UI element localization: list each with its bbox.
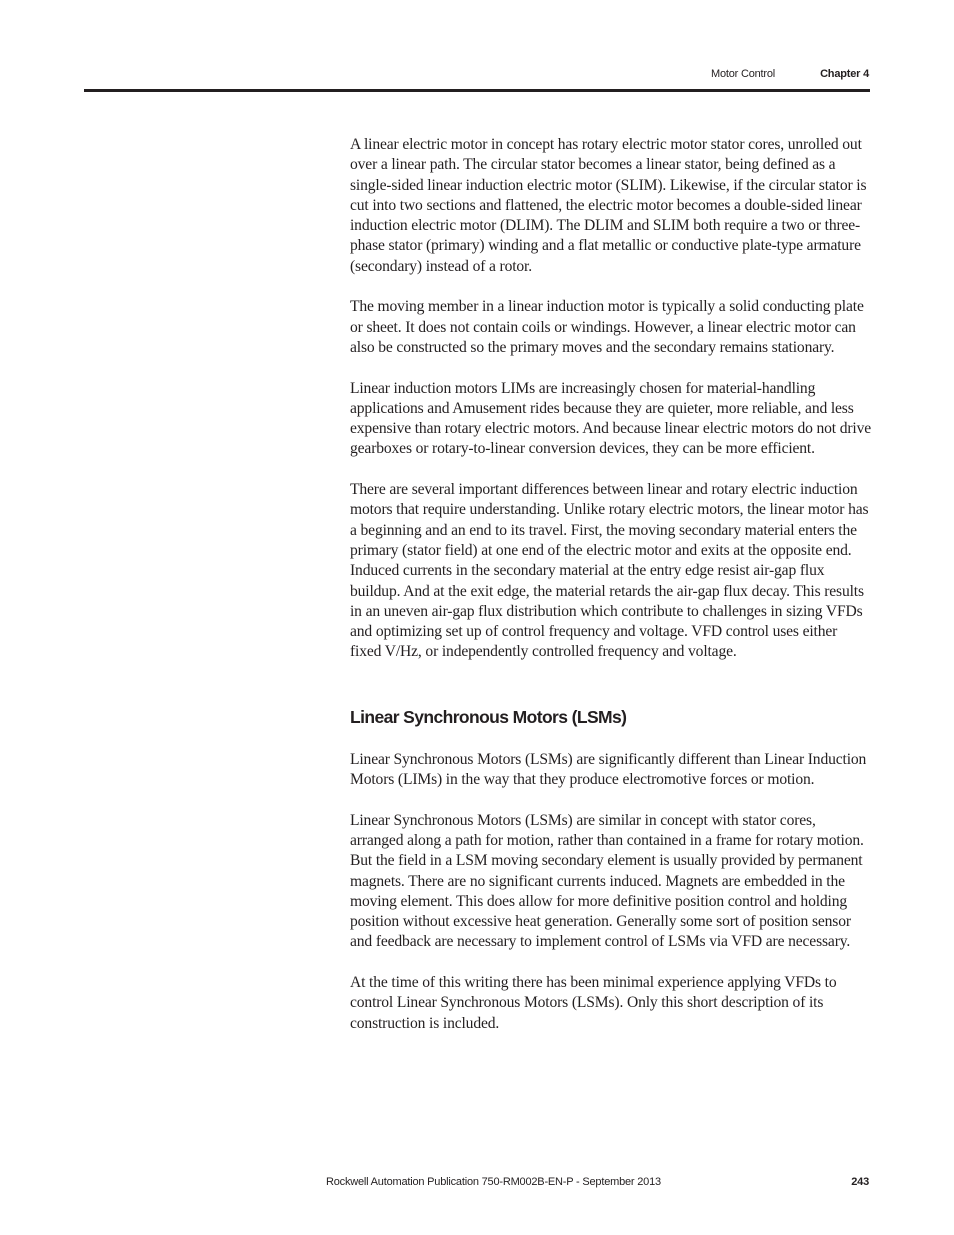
header-chapter-label: Chapter 4 (820, 68, 869, 80)
body-paragraph: The moving member in a linear induction motor is typically a solid conducting plate or sheet. It does not contain coils or windings. However, a linear electric motor can also be constructed so the primary moves and the secondary remains stationary. (350, 298, 864, 356)
body-paragraph: A linear electric motor in concept has rotary electric motor stator cores, unrolled out over a linear path. The circular stator becomes a linear stator, being defined as a single-sided linear induction electric motor (SLIM). Likewise, if the circular stator is cut into two sections and flattened, the electric motor becomes a double-sided linear induction electric motor (DLIM). The DLIM and SLIM both require a two or three-phase stator (primary) winding and a flat metallic or conductive plate-type armature (secondary) instead of a rotor. (350, 136, 867, 275)
body-paragraph: Linear induction motors LIMs are increasingly chosen for material-handling applications and Amusement rides because they are quieter, more reliable, and less expensive than rotary electric motors. And because linear electric motors do not drive gearboxes or rotary-to-linear conversion devices, they can be more efficient. (350, 379, 871, 458)
page-number: 243 (851, 1176, 869, 1188)
body-paragraph: At the time of this writing there has been minimal experience applying VFDs to control Linear Synchronous Motors (LSMs). Only this short description of its construction is included. (350, 973, 837, 1032)
body-paragraph: There are several important differences between linear and rotary electric induction motors that require understanding. Unlike rotary electric motors, the linear motor has a beginning and an end to its travel. First, the moving secondary material enters the primary (stator field) at one end of the electric motor and exits at the opposite end. Induced currents in the secondary material at the entry edge resist air-gap flux buildup. And at the exit edge, the material retards the air-gap flux decay. This results in an uneven air-gap flux distribution which contribute to challenges in sizing VFDs and optimizing set up of control frequency and voltage. VFD control uses either fixed V/Hz, or independently controlled frequency and voltage. (350, 481, 869, 661)
header-section-title: Motor Control (711, 68, 776, 80)
main-content (350, 135, 872, 1054)
body-paragraph: Linear Synchronous Motors (LSMs) are similar in concept with stator cores, arranged along a path for motion, rather than contained in a frame for rotary motion. But the field in a LSM moving secondary element is usually provided by permanent magnets. There are no significant currents induced. Magnets are embedded in the moving element. This does allow for more definitive position control and holding position without excessive heat generation. Generally some sort of position sensor and feedback are necessary to implement control of LSMs via VFD are necessary. (350, 811, 864, 951)
footer-publication: Rockwell Automation Publication 750-RM002B-EN-P - September 2013 (326, 1176, 661, 1188)
body-paragraph: Linear Synchronous Motors (LSMs) are significantly different than Linear Induction Motors (LIMs) in the way that they produce electromotive forces or motion. (350, 750, 867, 789)
header-divider (84, 89, 870, 92)
section-heading: Linear Synchronous Motors (LSMs) (350, 706, 627, 727)
